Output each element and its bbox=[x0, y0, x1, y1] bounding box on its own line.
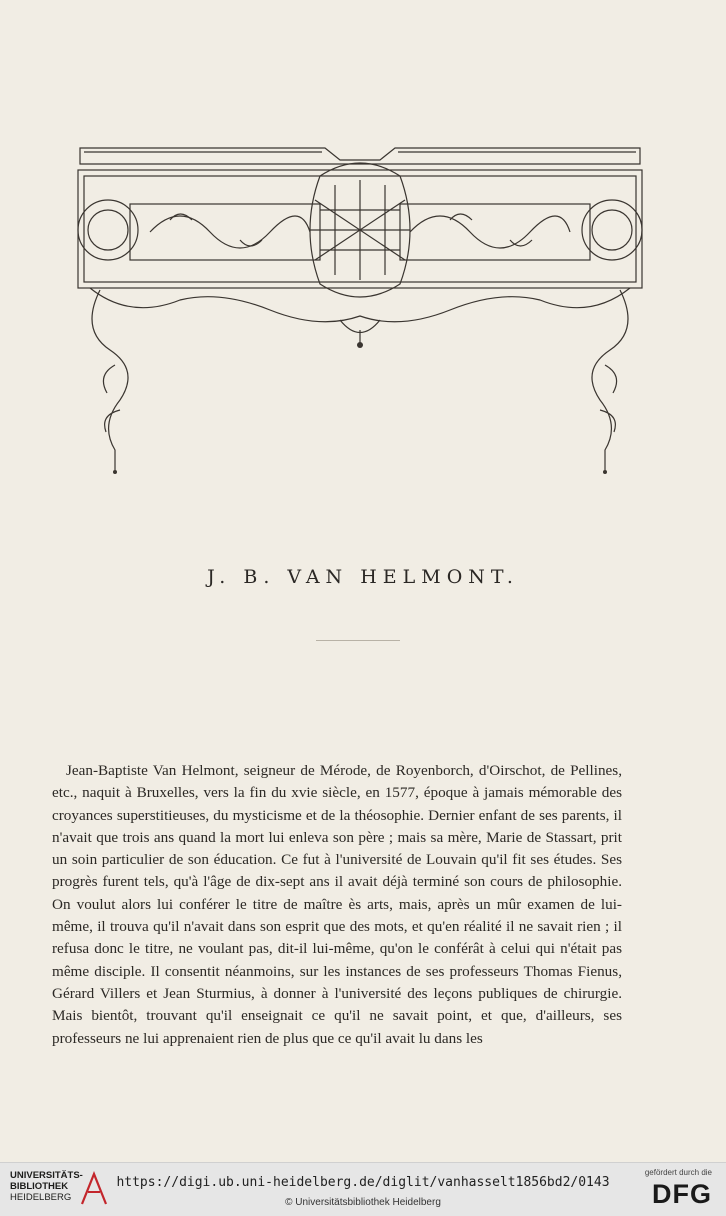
copyright-notice: © Universitätsbibliothek Heidelberg bbox=[285, 1197, 441, 1208]
dfg-logo[interactable]: DFG bbox=[652, 1179, 712, 1209]
footer-bar bbox=[0, 1162, 726, 1216]
permalink-url[interactable]: https://digi.ub.uni-heidelberg.de/diglit/vanhasselt1856bd2/0143 bbox=[116, 1175, 610, 1190]
divider bbox=[316, 640, 400, 641]
funder-note: gefördert durch die bbox=[644, 1168, 712, 1177]
ornamental-headpiece-icon bbox=[70, 140, 650, 480]
page-title: J. B. VAN HELMONT. bbox=[207, 566, 519, 588]
library-line-2: BIBLIOTHEK bbox=[10, 1181, 69, 1192]
body-paragraph: Jean-Baptiste Van Helmont, seigneur de Mérode, de Royenborch, d'Oirschot, de Pellines, etc., naquit à Bruxelles, vers la fin du xvie siècle, en 1577, époque à jamais mémorable des croyances superstitieuses, du mysticisme et de la théosophie. Dernier enfant de ses parents, il n'avait que trois ans quand la mort lui enleva son père ; mais sa mère, Marie de Stassart, prit un soin particulier de son éducation. Ce fut à l'université de Louvain qu'il fit ses études. Ses progrès furent tels, qu'à l'âge de dix-sept ans il avait déjà terminé son cours de philosophie. On voulut alors lui conférer le titre de maître ès arts, mais, après un mûr examen de lui-même, il trouva qu'il n'avait dans son esprit que des mots, et qu'en réalité il ne savait rien ; il refusa donc le titre, ne voulant pas, dit-il lui-même, qu'on le conférât à celui qui n'était pas même disciple. Il consentit néanmoins, sur les instances de ses professeurs Thomas Fienus, Gérard Villers et Jean Sturmius, à donner à l'université des leçons publiques de chirurgie. Mais bientôt, trouvant qu'il enseignait ce qu'il ne savait point, et que, d'ailleurs, ses professeurs ne lui apprenaient rien de plus que ce qu'il avait lu dans les bbox=[52, 762, 622, 1047]
library-line-1: UNIVERSITÄTS- bbox=[10, 1170, 83, 1181]
library-line-3: HEIDELBERG bbox=[10, 1192, 72, 1203]
